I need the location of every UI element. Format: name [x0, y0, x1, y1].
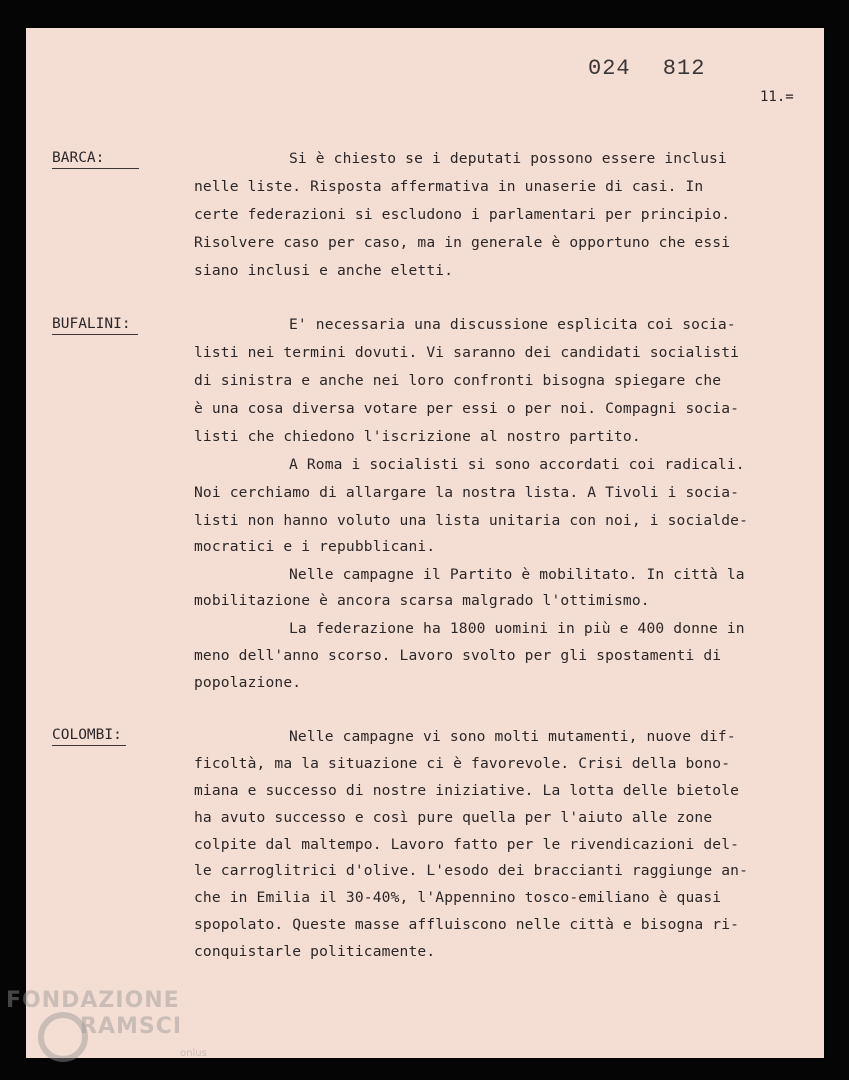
text-line: di sinistra e anche nei loro confronti bisogna spiegare che	[194, 372, 722, 389]
page-number: 11.=	[760, 89, 794, 105]
text-line: listi che chiedono l'iscrizione al nostro partito.	[194, 428, 641, 445]
watermark-subtitle: RAMSCI	[80, 1014, 183, 1039]
speaker-underline	[52, 168, 139, 169]
text-line: Risolvere caso per caso, ma in generale è opportuno che essi	[194, 234, 731, 251]
watermark-title: FONDAZIONE	[6, 988, 180, 1013]
text-line: nelle liste. Risposta affermativa in unaserie di casi. In	[194, 178, 704, 195]
speaker-underline	[52, 745, 126, 746]
text-line: certe federazioni si escludono i parlamentari per principio.	[194, 206, 731, 223]
text-line: Nelle campagne vi sono molti mutamenti, nuove dif-	[289, 728, 736, 745]
text-line: popolazione.	[194, 674, 302, 691]
text-line: meno dell'anno scorso. Lavoro svolto per gli spostamenti di	[194, 647, 722, 664]
text-line: La federazione ha 1800 uomini in più e 400 donne in	[289, 620, 745, 637]
archive-number: 024 812	[588, 56, 706, 81]
speaker-label-bufalini: BUFALINI:	[52, 316, 131, 332]
text-line: listi non hanno voluto una lista unitaria con noi, i socialde-	[194, 512, 749, 529]
text-line: è una cosa diversa votare per essi o per noi. Compagni socia-	[194, 400, 740, 417]
text-line: conquistarle politicamente.	[194, 943, 436, 960]
speaker-label-colombi: COLOMBI:	[52, 727, 122, 743]
text-line: A Roma i socialisti si sono accordati coi radicali.	[289, 456, 745, 473]
watermark-onlus: onlus	[180, 1048, 207, 1059]
text-line: siano inclusi e anche eletti.	[194, 262, 454, 279]
text-line: le carroglitrici d'olive. L'esodo dei braccianti raggiunge an-	[194, 862, 749, 879]
text-line: colpite dal maltempo. Lavoro fatto per le rivendicazioni del-	[194, 836, 740, 853]
text-line: che in Emilia il 30-40%, l'Appennino tosco-emiliano è quasi	[194, 889, 722, 906]
text-line: Noi cerchiamo di allargare la nostra lista. A Tivoli i socia-	[194, 484, 740, 501]
speaker-label-barca: BARCA:	[52, 150, 105, 166]
text-line: mocratici e i repubblicani.	[194, 538, 436, 555]
speaker-underline	[52, 334, 138, 335]
text-line: mobilitazione è ancora scarsa malgrado l'ottimismo.	[194, 592, 650, 609]
text-line: ha avuto successo e così pure quella per l'aiuto alle zone	[194, 809, 713, 826]
text-line: miana e successo di nostre iniziative. La lotta delle bietole	[194, 782, 740, 799]
text-line: spopolato. Queste masse affluiscono nelle città e bisogna ri-	[194, 916, 740, 933]
text-line: E' necessaria una discussione esplicita coi socia-	[289, 316, 736, 333]
text-line: Si è chiesto se i deputati possono essere inclusi	[289, 150, 727, 167]
text-line: ficoltà, ma la situazione ci è favorevole. Crisi della bono-	[194, 755, 731, 772]
text-line: listi nei termini dovuti. Vi saranno dei candidati socialisti	[194, 344, 740, 361]
fondazione-gramsci-watermark	[4, 988, 224, 1078]
text-line: Nelle campagne il Partito è mobilitato. In città la	[289, 566, 745, 583]
